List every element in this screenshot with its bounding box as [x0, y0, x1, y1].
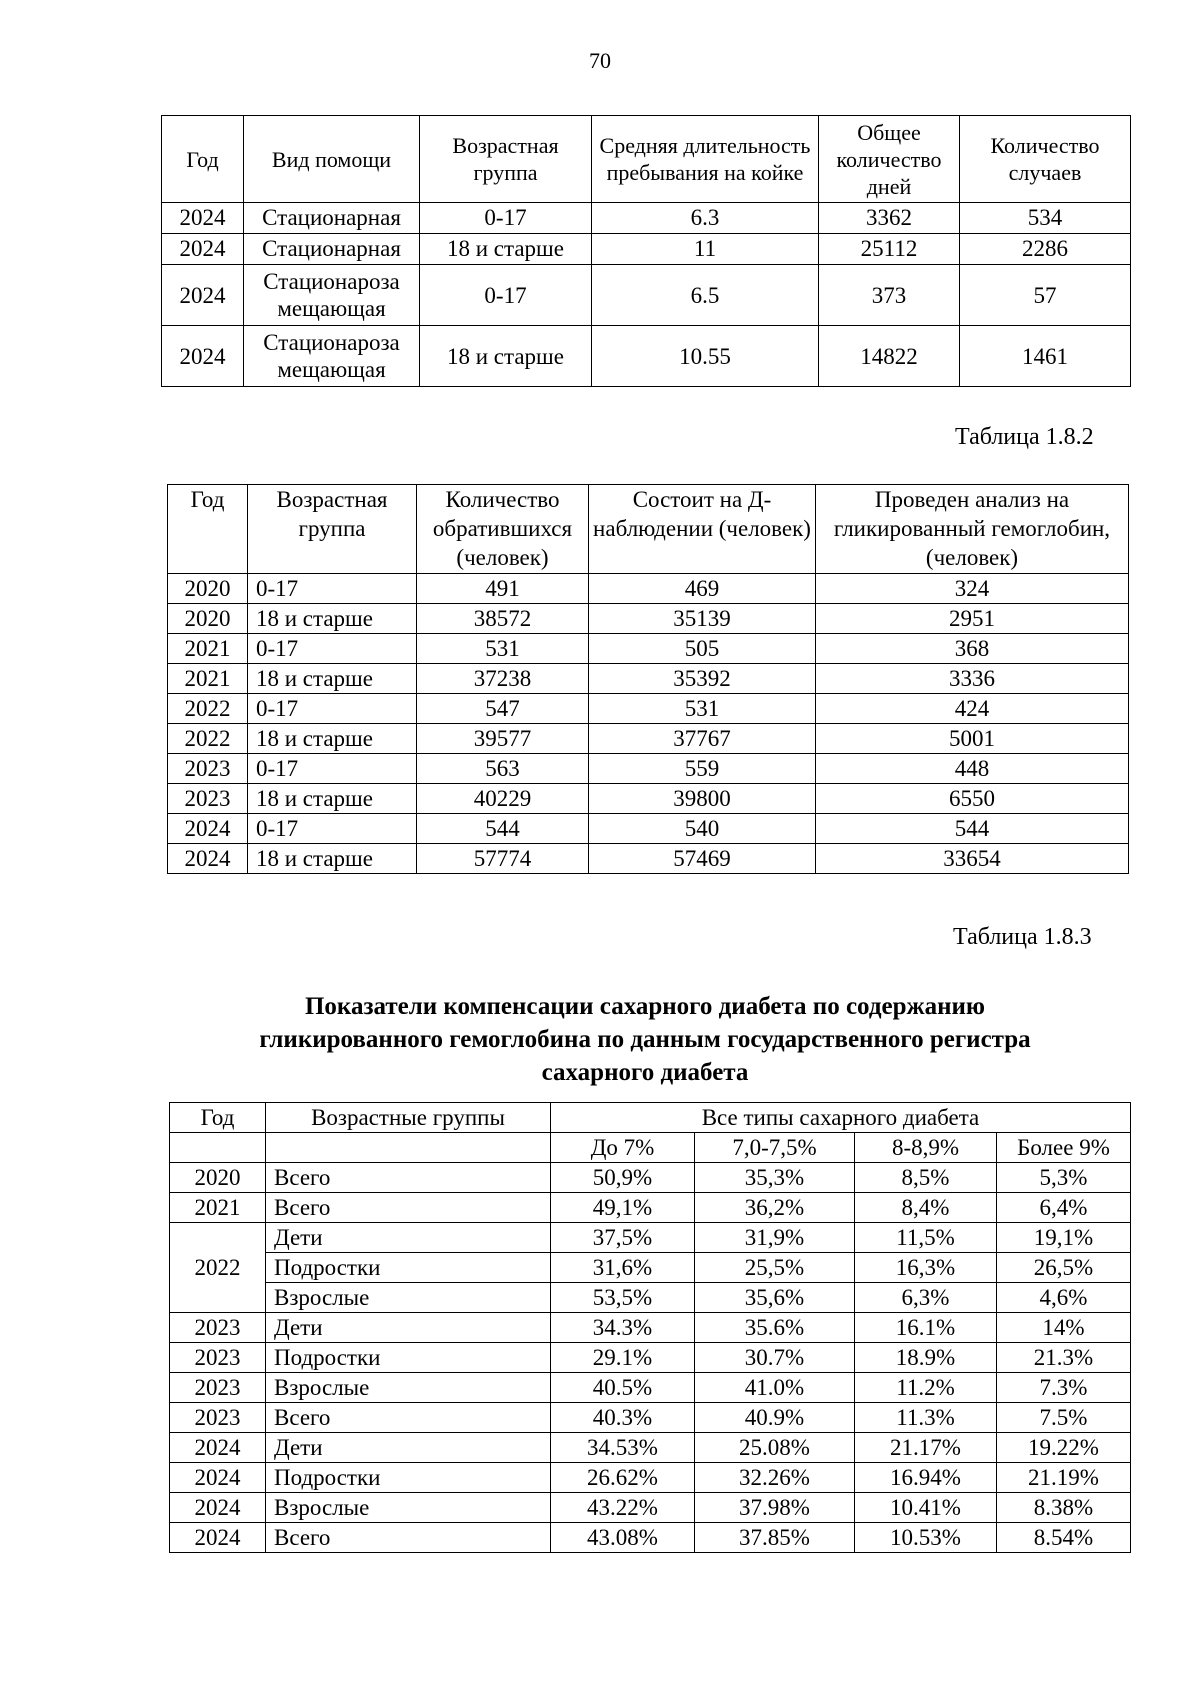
cell: 505 — [589, 634, 816, 664]
cell: 18 и старше — [248, 844, 417, 874]
cell: Дети — [266, 1313, 551, 1343]
cell: 2020 — [170, 1163, 266, 1193]
cell: Подростки — [266, 1253, 551, 1283]
table-row — [170, 1313, 1131, 1343]
cell: 534 — [960, 203, 1131, 234]
col-header-total-days: Общее количество дней — [819, 116, 960, 203]
table-row — [170, 1523, 1131, 1553]
cell: 2286 — [960, 234, 1131, 265]
cell: 6,3% — [855, 1283, 997, 1313]
cell: Стационарная — [244, 203, 420, 234]
cell: 368 — [816, 634, 1129, 664]
table-row — [168, 814, 1129, 844]
cell: 37.85% — [695, 1523, 855, 1553]
cell: 2023 — [170, 1403, 266, 1433]
cell: 40.9% — [695, 1403, 855, 1433]
cell: 21.3% — [997, 1343, 1131, 1373]
cell: 35,6% — [695, 1283, 855, 1313]
cell: Всего — [266, 1403, 551, 1433]
cell: 16.94% — [855, 1463, 997, 1493]
cell: 3362 — [819, 203, 960, 234]
col-header-year: Год — [162, 116, 244, 203]
table-row — [168, 574, 1129, 604]
cell: 26.62% — [551, 1463, 695, 1493]
col-header-d-observation: Состоит на Д-наблюдении (человек) — [589, 485, 816, 574]
table-row — [170, 1373, 1131, 1403]
col-header-year: Год — [168, 485, 248, 574]
cell: Подростки — [266, 1343, 551, 1373]
cell: 11.2% — [855, 1373, 997, 1403]
cell: Дети — [266, 1433, 551, 1463]
cell: 43.22% — [551, 1493, 695, 1523]
cell: 2020 — [168, 604, 248, 634]
col-header-all-types: Все типы сахарного диабета — [551, 1103, 1131, 1133]
cell: 6550 — [816, 784, 1129, 814]
cell: 2021 — [170, 1193, 266, 1223]
table-row — [170, 1283, 1131, 1313]
col-header-hba1c-tested: Проведен анализ на гликированный гемоглобин, (человек) — [816, 485, 1129, 574]
table-row — [168, 724, 1129, 754]
cell: 39577 — [417, 724, 589, 754]
cell: 2023 — [170, 1343, 266, 1373]
cell: 25,5% — [695, 1253, 855, 1283]
cell: 35,3% — [695, 1163, 855, 1193]
table-row — [170, 1463, 1131, 1493]
table-row — [170, 1493, 1131, 1523]
cell: 26,5% — [997, 1253, 1131, 1283]
cell: 35139 — [589, 604, 816, 634]
cell: 7.5% — [997, 1403, 1131, 1433]
cell: 2023 — [170, 1373, 266, 1403]
table-row — [170, 1163, 1131, 1193]
cell: 11.3% — [855, 1403, 997, 1433]
table-row — [170, 1433, 1131, 1463]
cell: 6.5 — [592, 265, 819, 326]
cell: 19,1% — [997, 1223, 1131, 1253]
cell: 2951 — [816, 604, 1129, 634]
table-row — [170, 1223, 1131, 1253]
cell: 31,9% — [695, 1223, 855, 1253]
heading-line: сахарного диабета — [541, 1059, 749, 1086]
cell: 559 — [589, 754, 816, 784]
cell: 0-17 — [248, 694, 417, 724]
cell: 34.53% — [551, 1433, 695, 1463]
table-row — [170, 1343, 1131, 1373]
cell: 40229 — [417, 784, 589, 814]
col-header-year: Год — [170, 1103, 266, 1133]
cell: 57469 — [589, 844, 816, 874]
diabetes-compensation-table — [169, 1102, 1131, 1553]
cell: 18 и старше — [420, 234, 592, 265]
cell: Подростки — [266, 1463, 551, 1493]
cell: 37767 — [589, 724, 816, 754]
cell: 5,3% — [997, 1163, 1131, 1193]
cell: 49,1% — [551, 1193, 695, 1223]
cell: 7.3% — [997, 1373, 1131, 1403]
cell: 8,5% — [855, 1163, 997, 1193]
cell: Стационароза мещающая — [244, 265, 420, 326]
heading-line: Показатели компенсации сахарного диабета по содержанию — [304, 993, 986, 1020]
cell: 2021 — [168, 664, 248, 694]
cell: 531 — [417, 634, 589, 664]
cell: 2024 — [162, 326, 244, 387]
cell: Всего — [266, 1163, 551, 1193]
cell: 373 — [819, 265, 960, 326]
cell: 37238 — [417, 664, 589, 694]
cell: 2024 — [170, 1433, 266, 1463]
cell: 2020 — [168, 574, 248, 604]
cell: 2024 — [162, 203, 244, 234]
cell: 448 — [816, 754, 1129, 784]
col-header-applied: Количество обратившихся (человек) — [417, 485, 589, 574]
cell: 2022 — [168, 694, 248, 724]
heading-line: гликированного гемоглобина по данным государственного регистра — [259, 1026, 1031, 1053]
cell: 0-17 — [420, 203, 592, 234]
glycated-hemoglobin-table — [167, 484, 1129, 874]
cell: 33654 — [816, 844, 1129, 874]
cell: 2024 — [170, 1493, 266, 1523]
cell: 25.08% — [695, 1433, 855, 1463]
col-header-age-groups: Возрастные группы — [266, 1103, 551, 1133]
cell: 31,6% — [551, 1253, 695, 1283]
cell: 8.54% — [997, 1523, 1131, 1553]
cell: 38572 — [417, 604, 589, 634]
table-row — [170, 1403, 1131, 1433]
cell: 10.41% — [855, 1493, 997, 1523]
cell: 324 — [816, 574, 1129, 604]
col-header-age-group: Возрастная группа — [248, 485, 417, 574]
cell: 8.38% — [997, 1493, 1131, 1523]
cell: 1461 — [960, 326, 1131, 387]
table-caption-1-8-2: Таблица 1.8.2 — [955, 424, 1094, 450]
col-header-8-8-9: 8-8,9% — [855, 1133, 997, 1163]
cell: Взрослые — [266, 1373, 551, 1403]
cell: 21.19% — [997, 1463, 1131, 1493]
cell: 2024 — [170, 1463, 266, 1493]
table-row — [168, 694, 1129, 724]
cell: 18 и старше — [248, 604, 417, 634]
table-row — [168, 784, 1129, 814]
cell: 30.7% — [695, 1343, 855, 1373]
cell: 35.6% — [695, 1313, 855, 1343]
cell: 36,2% — [695, 1193, 855, 1223]
cell: 6.3 — [592, 203, 819, 234]
col-header-empty — [170, 1133, 266, 1163]
cell: 2023 — [168, 784, 248, 814]
cell: Всего — [266, 1193, 551, 1223]
table-heading — [160, 990, 1130, 1089]
cell: 57 — [960, 265, 1131, 326]
cell: Стационарная — [244, 234, 420, 265]
col-header-under-7: До 7% — [551, 1133, 695, 1163]
cell: 19.22% — [997, 1433, 1131, 1463]
col-header-7-7-5: 7,0-7,5% — [695, 1133, 855, 1163]
cell: 39800 — [589, 784, 816, 814]
cell: 16,3% — [855, 1253, 997, 1283]
table-row — [170, 1193, 1131, 1223]
cell: 2021 — [168, 634, 248, 664]
cell: 25112 — [819, 234, 960, 265]
cell: 540 — [589, 814, 816, 844]
cell: 2024 — [168, 814, 248, 844]
col-header-age-group: Возрастная группа — [420, 116, 592, 203]
cell: 2024 — [162, 234, 244, 265]
cell: 10.53% — [855, 1523, 997, 1553]
cell: 2022 — [170, 1223, 266, 1313]
inpatient-care-table — [161, 115, 1131, 387]
cell: 10.55 — [592, 326, 819, 387]
cell: 4,6% — [997, 1283, 1131, 1313]
cell: 11 — [592, 234, 819, 265]
cell: Стационароза мещающая — [244, 326, 420, 387]
cell: Всего — [266, 1523, 551, 1553]
cell: 53,5% — [551, 1283, 695, 1313]
col-header-avg-stay: Средняя длительность пребывания на койке — [592, 116, 819, 203]
cell: 424 — [816, 694, 1129, 724]
cell: 18 и старше — [248, 724, 417, 754]
cell: 2022 — [168, 724, 248, 754]
cell: 40.3% — [551, 1403, 695, 1433]
cell: 0-17 — [420, 265, 592, 326]
cell: 0-17 — [248, 814, 417, 844]
cell: 18.9% — [855, 1343, 997, 1373]
cell: 37.98% — [695, 1493, 855, 1523]
cell: 43.08% — [551, 1523, 695, 1553]
table-row — [170, 1253, 1131, 1283]
cell: 35392 — [589, 664, 816, 694]
table-caption-1-8-3: Таблица 1.8.3 — [953, 924, 1092, 950]
table-row — [168, 844, 1129, 874]
cell: Взрослые — [266, 1283, 551, 1313]
cell: 544 — [816, 814, 1129, 844]
cell: 3336 — [816, 664, 1129, 694]
cell: 2024 — [168, 844, 248, 874]
cell: 57774 — [417, 844, 589, 874]
table-row — [162, 203, 1131, 234]
cell: 563 — [417, 754, 589, 784]
cell: 40.5% — [551, 1373, 695, 1403]
cell: 11,5% — [855, 1223, 997, 1253]
cell: 2023 — [170, 1313, 266, 1343]
table-row — [162, 326, 1131, 387]
cell: 8,4% — [855, 1193, 997, 1223]
cell: 18 и старше — [248, 784, 417, 814]
cell: 14% — [997, 1313, 1131, 1343]
cell: 547 — [417, 694, 589, 724]
cell: 37,5% — [551, 1223, 695, 1253]
cell: 0-17 — [248, 634, 417, 664]
table-row — [162, 265, 1131, 326]
cell: 50,9% — [551, 1163, 695, 1193]
table-row — [168, 754, 1129, 784]
cell: 469 — [589, 574, 816, 604]
table-row — [162, 234, 1131, 265]
cell: 32.26% — [695, 1463, 855, 1493]
cell: 531 — [589, 694, 816, 724]
cell: 6,4% — [997, 1193, 1131, 1223]
cell: 2024 — [162, 265, 244, 326]
cell: 34.3% — [551, 1313, 695, 1343]
cell: Взрослые — [266, 1493, 551, 1523]
cell: 21.17% — [855, 1433, 997, 1463]
cell: 16.1% — [855, 1313, 997, 1343]
cell: Дети — [266, 1223, 551, 1253]
cell: 0-17 — [248, 754, 417, 784]
table-row — [168, 634, 1129, 664]
cell: 14822 — [819, 326, 960, 387]
cell: 5001 — [816, 724, 1129, 754]
cell: 491 — [417, 574, 589, 604]
col-header-empty — [266, 1133, 551, 1163]
cell: 18 и старше — [420, 326, 592, 387]
cell: 29.1% — [551, 1343, 695, 1373]
cell: 2023 — [168, 754, 248, 784]
cell: 2024 — [170, 1523, 266, 1553]
cell: 0-17 — [248, 574, 417, 604]
page-number: 70 — [589, 48, 611, 73]
table-row — [168, 664, 1129, 694]
col-header-over-9: Более 9% — [997, 1133, 1131, 1163]
cell: 41.0% — [695, 1373, 855, 1403]
cell: 18 и старше — [248, 664, 417, 694]
col-header-cases: Количество случаев — [960, 116, 1131, 203]
table-row — [168, 604, 1129, 634]
cell: 544 — [417, 814, 589, 844]
col-header-care-type: Вид помощи — [244, 116, 420, 203]
